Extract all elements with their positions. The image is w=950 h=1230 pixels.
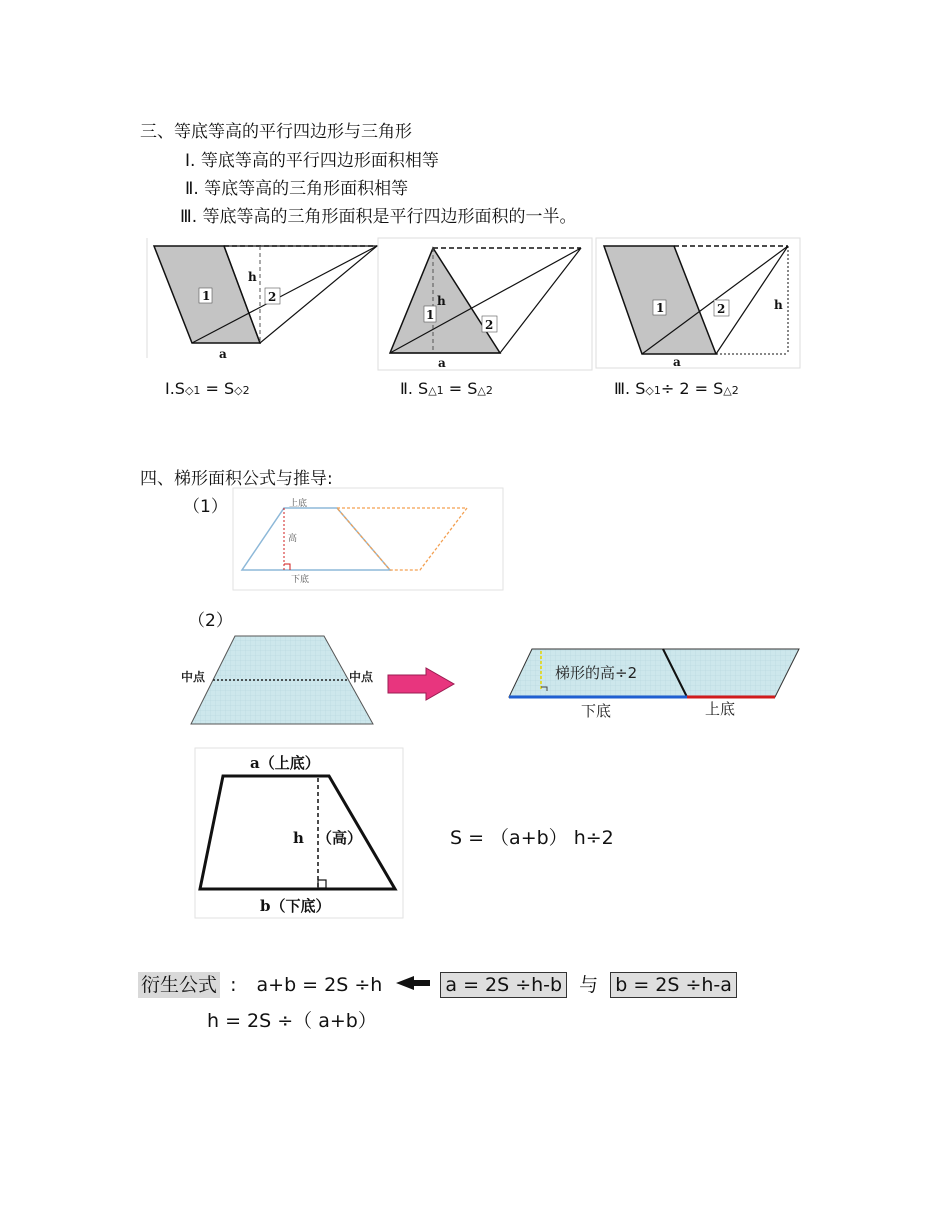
derived-colon: : [230,974,237,996]
fig3-label-2: 2 [717,302,726,316]
figure-trapezoid-labeled [195,748,405,920]
fig3-label-1: 1 [656,301,665,315]
derived-box-b: b = 2S ÷h-a [610,972,737,998]
part1-height-label: 高 [288,534,298,544]
derived-line-1 [138,970,737,998]
part1-bottom-label: 下底 [291,575,310,585]
arrow-right-icon [386,667,456,701]
fig2-a-label: a [438,356,446,370]
trap-h-label: h [293,829,304,847]
caption-2: Ⅱ. S△1 = S△2 [400,379,493,398]
fig1-label-2: 2 [268,290,277,304]
derived-eq2: h = 2S ÷（ a+b） [207,1010,377,1032]
part2-label: （2） [188,611,233,631]
figure-parallelogram-rearranged [505,645,805,725]
section3-item-3: Ⅲ. 等底等高的三角形面积是平行四边形面积的一半。 [180,207,577,227]
fig2-label-2: 2 [485,318,494,332]
caption-1: Ⅰ.S◇1 = S◇2 [165,379,250,398]
figure-parallelogram-compare [147,238,379,363]
fig3-h-label: h [774,298,783,312]
derived-box-a: a = 2S ÷h-b [440,972,567,998]
derived-and: 与 [579,974,599,996]
caption-3: Ⅲ. S◇1÷ 2 = S△2 [614,379,739,398]
fig2-label-1: 1 [426,308,435,322]
arrow-pointer-icon [394,973,434,998]
midpoint-left-label: 中点 [181,670,206,684]
fig3-a-label: a [673,355,681,369]
midpoint-right-label: 中点 [349,670,374,684]
trap-h-cn-label: （高） [317,829,363,847]
part1-top-label: 上底 [289,499,308,509]
derived-label: 衍生公式 [138,972,220,998]
lower-base-label: 下底 [581,702,612,720]
fig1-label-1: 1 [202,289,211,303]
section3-title: 三、等底等高的平行四边形与三角形 [140,122,412,142]
trap-bottom-label: b（下底） [260,897,331,915]
fig1-h-label: h [248,270,257,284]
section4-title: 四、梯形面积公式与推导: [140,469,333,489]
fig2-h-label: h [437,294,446,308]
height-half-label: 梯形的高÷2 [555,664,638,682]
figure-triangle-compare [378,238,593,373]
trap-top-label: a（上底） [250,754,320,772]
area-formula: S = （a+b） h÷2 [450,827,614,849]
fig1-a-label: a [219,347,227,361]
figure-half-compare [596,238,802,370]
derived-eq1: a+b = 2S ÷h [256,974,383,996]
section3-item-1: Ⅰ. 等底等高的平行四边形面积相等 [185,151,439,171]
part1-label: （1） [183,497,228,517]
upper-base-label: 上底 [705,700,736,718]
figure-trapezoid-doubled [233,488,505,592]
section3-item-2: Ⅱ. 等底等高的三角形面积相等 [185,179,409,199]
